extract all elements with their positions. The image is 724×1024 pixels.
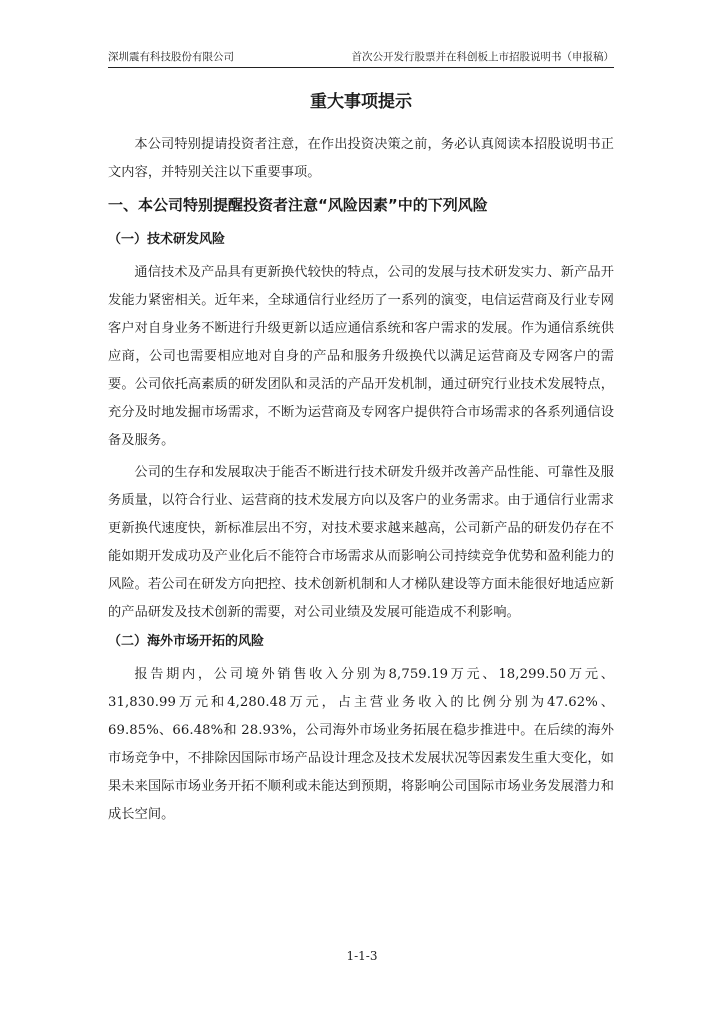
overseas-market-risk-paragraph: 报告期内，公司境外销售收入分别为8,759.19万元、18,299.50万元、31,830.99万元和4,280.48万元，占主营业务收入的比例分别为47.62%、69.85%、66.48%和 28.93%，公司海外市场业务拓展在稳步推进中。在后续的海外市场竞争中，不排除因国际市场产品设计理念及技术发展状况等因素发生重大变化，如果未来国际市场业务开拓不顺利或未能达到预期，将影响公司国际市场业务发展潜力和成长空间。 xyxy=(108,667,614,822)
page-title: 重大事项提示 xyxy=(310,92,412,112)
section-heading-risk-reminder: 一、本公司特别提醒投资者注意“风险因素”中的下列风险 xyxy=(108,196,488,214)
page-header xyxy=(108,49,614,65)
header-document-title: 首次公开发行股票并在科创板上市招股说明书（申报稿） xyxy=(351,51,614,63)
tech-rd-risk-paragraph-1: 通信技术及产品具有更新换代较快的特点，公司的发展与技术研发实力、新产品开发能力紧密相关。近年来，全球通信行业经历了一系列的演变，电信运营商及行业专网客户对自身业务不断进行升级更新以适应通信系统和客户需求的发展。作为通信系统供应商，公司也需要相应地对自身的产品和服务升级换代以满足运营商及专网客户的需要。公司依托高素质的研发团队和灵活的产品开发机制，通过研究行业技术发展特点，充分及时地发掘市场需求，不断为运营商及专网客户提供符合市场需求的各系列通信设备及服务。 xyxy=(108,265,614,448)
page-body xyxy=(108,90,614,833)
subsection-heading-tech-rd-risk: （一）技术研发风险 xyxy=(108,232,226,247)
page-number: 1-1-3 xyxy=(346,949,378,963)
header-company-name: 深圳震有科技股份有限公司 xyxy=(108,51,234,63)
intro-paragraph: 本公司特别提请投资者注意，在作出投资决策之前，务必认真阅读本招股说明书正文内容，并特别关注以下重要事项。 xyxy=(108,137,614,180)
subsection-heading-overseas-market-risk: （二）海外市场开拓的风险 xyxy=(108,634,265,649)
header-divider xyxy=(108,67,614,68)
tech-rd-risk-paragraph-2: 公司的生存和发展取决于能否不断进行技术研发升级并改善产品性能、可靠性及服务质量，以符合行业、运营商的技术发展方向以及客户的业务需求。由于通信行业需求更新换代速度快，新标准层出不穷，对技术要求越来越高，公司新产品的研发仍存在不能如期开发成功及产业化后不能符合市场需求从而影响公司持续竞争优势和盈利能力的风险。若公司在研发方向把控、技术创新机制和人才梯队建设等方面未能很好地适应新的产品研发及技术创新的需要，对公司业绩及发展可能造成不利影响。 xyxy=(108,465,614,620)
